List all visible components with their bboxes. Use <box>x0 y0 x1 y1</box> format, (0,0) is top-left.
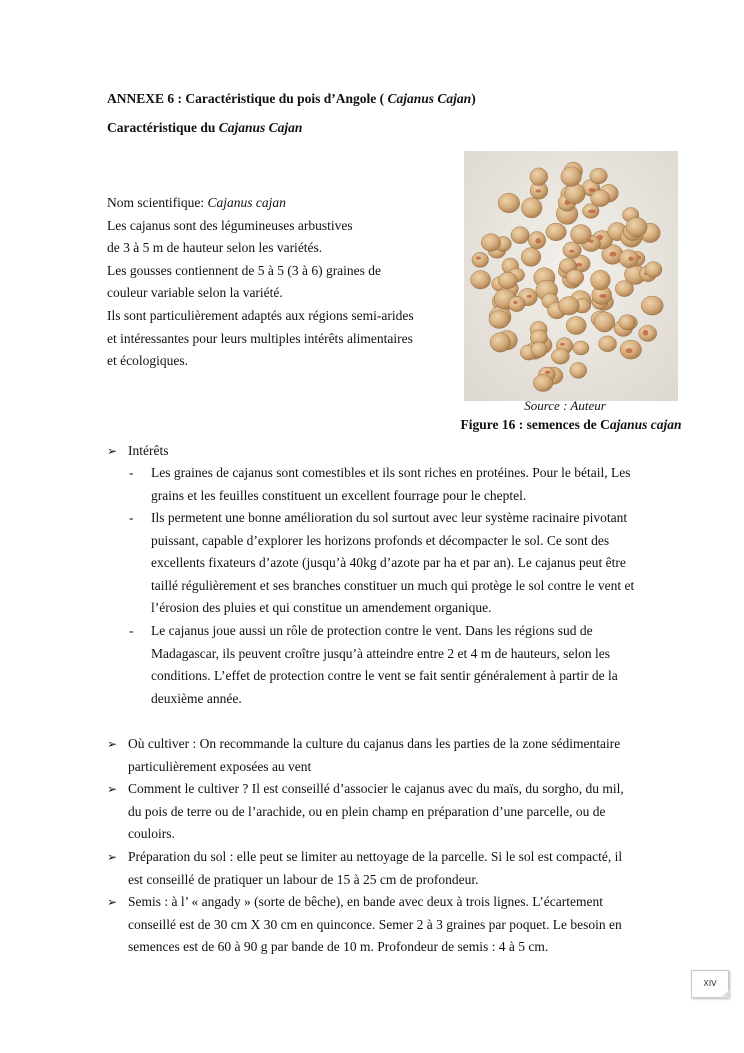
seed <box>641 296 663 315</box>
seed <box>591 270 611 290</box>
arrow-bullet-icon: ➢ <box>107 444 118 458</box>
bullet-line: conseillé est de 30 cm X 30 cm en quinconce. Semer 2 à 3 graines par poquet. Le besoin en <box>128 916 622 932</box>
seed <box>498 272 517 288</box>
intro-line: Ils sont particulièrement adaptés aux régions semi-arides <box>107 307 414 323</box>
intro-line: et intéressantes pour leurs multiples intérêts alimentaires <box>107 330 413 346</box>
seed <box>533 375 553 392</box>
seed-spot <box>545 371 551 374</box>
seed-spot <box>643 330 648 336</box>
seed-spot <box>513 301 518 305</box>
scientific-name-label: Nom scientifique: <box>107 195 208 210</box>
seed-spot <box>599 294 606 298</box>
seed <box>472 252 489 267</box>
annex-title-suffix: ) <box>471 91 476 106</box>
intro-line: de 3 à 5 m de hauteur selon les variétés. <box>107 240 323 256</box>
seed <box>489 311 510 329</box>
seed <box>490 333 510 352</box>
seed <box>565 183 586 204</box>
arrow-bullet-icon: ➢ <box>107 737 118 751</box>
seed-spot <box>476 256 481 259</box>
seed <box>566 317 586 335</box>
seed <box>645 262 662 278</box>
figure-source: Source : Auteur <box>524 398 606 413</box>
seed-spot <box>527 295 532 298</box>
scientific-name-line <box>107 192 457 215</box>
intro-line: Les gousses contiennent de 5 à 5 (3 à 6) graines de <box>107 262 382 278</box>
bullet-line: Préparation du sol : elle peut se limiter au nettoyage de la parcelle. Si le sol est compacté, il <box>128 849 623 864</box>
bullet-line: du pois de terre ou de l’arachide, ou en plein champ en préparation d’une parcelle, ou de <box>128 803 606 819</box>
seed-spot <box>535 189 541 192</box>
annex-title <box>107 90 476 108</box>
seed <box>521 198 542 218</box>
section-title <box>107 119 302 137</box>
seed <box>530 168 548 186</box>
interet-item <box>129 620 691 710</box>
seed <box>508 296 525 311</box>
bullet-line: Comment le cultiver ? Il est conseillé d’associer le cajanus avec du maïs, du sorgho, du mil, <box>128 781 624 796</box>
page-number: XIV <box>691 970 729 998</box>
interet-line: Le cajanus joue aussi un rôle de protection contre le vent. Dans les régions sud de <box>151 623 593 638</box>
seed <box>559 297 580 315</box>
seed <box>546 223 566 241</box>
seed-spot <box>569 250 574 253</box>
annex-title-prefix: ANNEXE 6 : Caractéristique du pois d’Angole ( <box>107 91 388 106</box>
interets-title: Intérêts <box>128 443 169 458</box>
interet-item <box>129 462 691 507</box>
bullet-line: est conseillé de pratiquer un labour de 15 à 25 cm de profondeur. <box>128 871 479 887</box>
seed <box>561 167 581 187</box>
interet-line: deuxième année. <box>151 690 242 706</box>
bullet-comment-cultiver <box>107 778 691 846</box>
dash-bullet-icon: - <box>129 510 134 525</box>
interet-item <box>129 507 691 620</box>
interet-line: taillé régulièrement et ses branches constituer un much qui protège le sol contre le vent et <box>151 577 635 593</box>
seeds-photo <box>464 151 678 401</box>
dash-bullet-icon: - <box>129 465 134 480</box>
bullet-preparation-sol <box>107 846 691 891</box>
intro-block <box>107 192 457 373</box>
intro-line: couleur variable selon la variété. <box>107 285 283 301</box>
interet-line: excellents fixateurs d’azote (jusqu’à 40kg d’azote par ha et par an). Le cajanus peut être <box>151 555 626 571</box>
seed <box>498 193 520 213</box>
seed <box>626 217 647 236</box>
seeds-photo-drawing <box>464 151 678 401</box>
scientific-name: Cajanus cajan <box>207 195 286 210</box>
arrow-bullet-icon: ➢ <box>107 850 118 864</box>
seed-spot <box>588 210 596 214</box>
seed-spot <box>576 263 582 267</box>
seed <box>531 342 547 357</box>
bullet-line: semences est de 60 à 90 g par bande de 10 m. Profondeur de semis : 4 à 5 cm. <box>128 939 549 955</box>
bullet-line: Où cultiver : On recommande la culture du cajanus dans les parties de la zone sédimentaire <box>128 736 621 751</box>
bullet-line: particulièrement exposées au vent <box>128 758 312 774</box>
seed-spot <box>589 188 595 192</box>
annex-title-italic: Cajanus Cajan <box>387 91 472 106</box>
interet-line: Ils permetent une bonne amélioration du sol surtout avec leur système racinaire pivotant <box>151 510 628 525</box>
seed-spot <box>628 257 633 261</box>
seed <box>591 190 610 207</box>
figure-caption-prefix: Figure 16 : semences de C <box>460 417 610 432</box>
seed <box>573 341 589 355</box>
arrow-bullet-icon: ➢ <box>107 895 118 909</box>
dash-bullet-icon: - <box>129 623 134 638</box>
interet-line: Madagascar, ils peuvent croître jusqu’à atteindre entre 2 et 4 m de hauteurs, selon les <box>151 645 611 661</box>
interet-line: l’érosion des pluies et qui constitue un amendement organique. <box>151 600 492 616</box>
seed <box>481 234 500 251</box>
seed-spot <box>610 252 617 257</box>
interets-heading <box>107 440 691 463</box>
seed <box>521 248 541 267</box>
bullet-line: Semis : à l’ « angady » (sorte de bêche), en bande avec deux à trois lignes. L’écartement <box>128 894 603 909</box>
seed <box>511 227 529 244</box>
bullet-semis <box>107 891 691 959</box>
interet-line: puissant, capable d’explorer les horizons profonds et décompacter le sol. Ce sont des <box>151 532 610 548</box>
seed <box>570 363 587 379</box>
seed <box>566 270 584 286</box>
intro-line: et écologiques. <box>107 353 188 369</box>
seed-spot <box>560 343 565 346</box>
seed <box>551 349 569 365</box>
interet-line: conditions. L’effet de protection contre le vent se fait sentir généralement à partir de la <box>151 668 618 684</box>
seed <box>471 271 491 289</box>
seed <box>594 312 615 332</box>
section-title-prefix: Caractéristique du <box>107 120 219 135</box>
seed <box>619 315 635 330</box>
seed-spot <box>535 238 541 244</box>
interet-line: grains et les feuilles constituent un excellent fourrage pour le cheptel. <box>151 487 527 503</box>
bullet-ou-cultiver <box>107 733 691 778</box>
arrow-bullet-icon: ➢ <box>107 782 118 796</box>
bullet-line: couloirs. <box>128 826 175 842</box>
seed <box>599 336 617 352</box>
intro-line: Les cajanus sont des légumineuses arbustives <box>107 217 353 233</box>
figure-caption-italic: ajanus cajan <box>609 417 682 432</box>
seed <box>571 225 592 244</box>
section-title-italic: Cajanus Cajan <box>218 120 303 135</box>
figure-caption <box>460 416 682 434</box>
seed <box>590 168 607 184</box>
interet-line: Les graines de cajanus sont comestibles et ils sont riches en protéines. Pour le bétail, Les <box>151 465 631 480</box>
seed-spot <box>626 348 633 353</box>
